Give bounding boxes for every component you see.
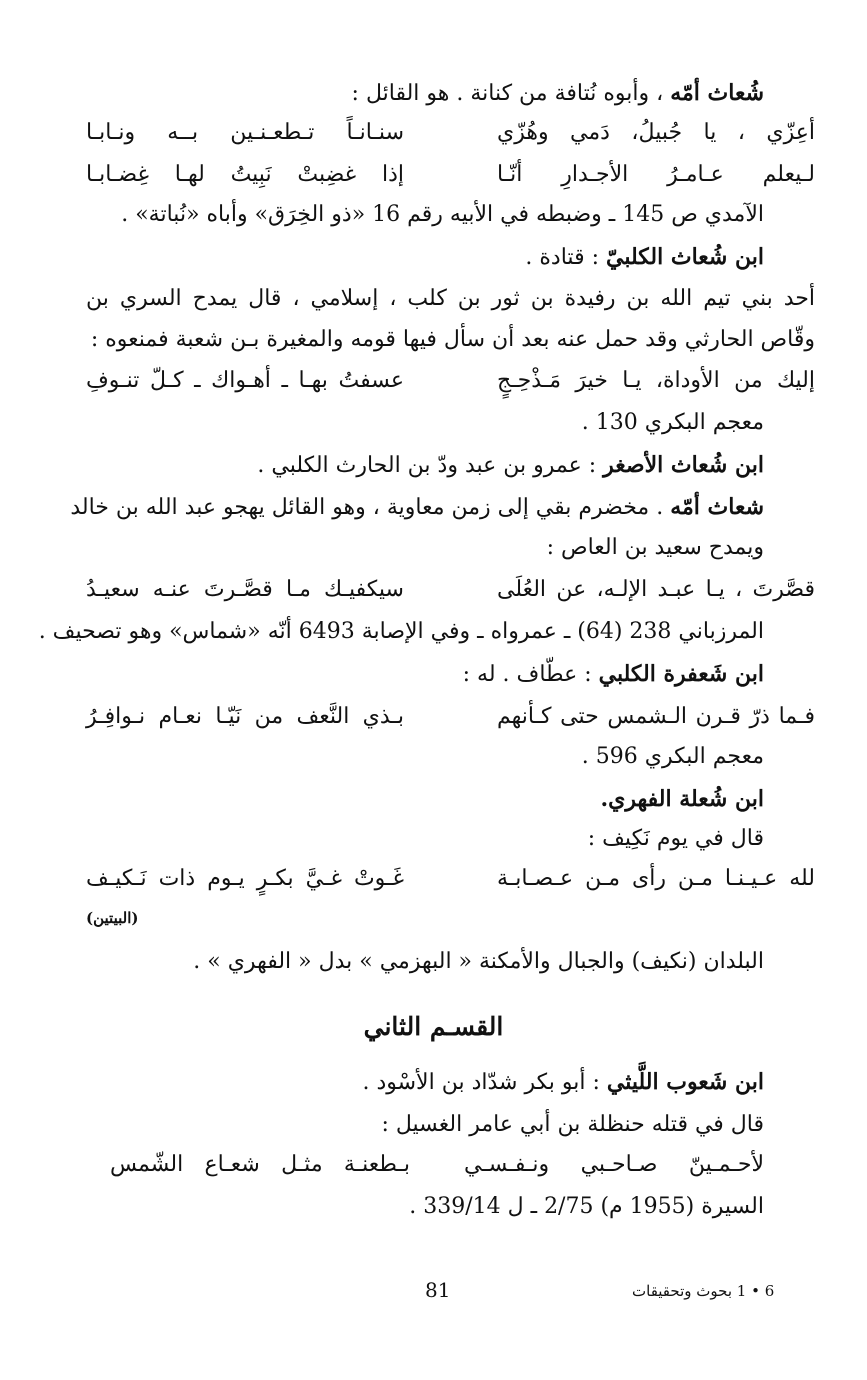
text-line: قال في يوم نَكِيف : [587,826,764,851]
reference-line: المرزباني 238 (64) ـ عمرواه ـ وفي الإصابة 6493 أنّه «شماس» وهو تصحيف . [38,619,764,644]
entry-text: : أبو بكر شدّاد بن الأسْود . [362,1070,607,1095]
verse-second-hemistich: إذا غضِبتْ نَبِيتُ لهـا غِضـابـا [86,162,404,187]
text-line: وقّاص الحارثي وقد حمل عنه بعد أن سأل فيها قومه والمغيرة بـن شعبة فمنعوه : [90,327,815,352]
entry-text: : عطّاف . له : [462,662,599,687]
verse-first-hemistich: لأحـمـينّ صـاحـبي ونـفـسـي [464,1152,764,1177]
running-head: 6 • 1 بحوث وتحقيقات [632,1282,775,1300]
entry-text: : قتادة . [525,245,606,270]
entry-heading: ابن شُعاث الأصغر [603,452,764,478]
text-line: ويمدح سعيد بن العاص : [546,535,764,560]
entry-line [70,492,764,523]
entry-line [362,1067,764,1098]
small-note: (البيتين) [86,909,139,927]
text-line: أحد بني تيم الله بن رفيدة بن ثور بن كلب ، إسلامي ، قال يمدح السري بن [86,286,815,311]
reference-line: معجم البكري 130 . [581,410,764,435]
verse-second-hemistich: بـطعنـة مثـل شعـاع الشّمس [110,1152,410,1177]
entry-text: : عمرو بن عبد ودّ بن الحارث الكلبي . [257,453,604,478]
verse-line [110,1148,764,1182]
verse-second-hemistich: غَـوتْ غـيَّ بكـرٍ يـوم ذات نَـكيـف [86,866,404,891]
entry-text: ، وأبوه نُتافة من كنانة . هو القائل : [351,81,671,106]
entry-heading: شعاث أمّه [670,494,764,520]
entry-heading: ابن شُعلة الفهري. [600,786,764,812]
verse-line [86,158,815,192]
entry-heading: ابن شَعوب اللَّيثي [606,1069,764,1095]
verse-second-hemistich: سيكفيـك مـا قصَّـرتَ عنـه سعيـدُ [86,577,404,602]
verse-line [86,700,815,734]
entry-line [463,659,764,690]
verse-first-hemistich: فـما ذرّ قـرن الـشمس حتى كـأنهم [497,704,815,729]
verse-line [86,862,815,896]
reference-line: الآمدي ص 145 ـ وضبطه في الأبيه رقم 16 «ذو الخِرَق» وأباه «نُباتة» . [121,202,764,227]
entry-text: . مخضرم بقي إلى زمن معاوية ، وهو القائل يهجو عبد الله بن خالد [70,495,671,520]
section-title: القسـم الثاني [363,1012,504,1041]
reference-line: السيرة (1955 م) 2/75 ـ ل 339/14 . [409,1194,764,1219]
verse-first-hemistich: قصَّرتَ ، يـا عبـد الإلـه، عن العُلَى [497,577,815,602]
page-number: 81 [425,1278,451,1302]
verse-first-hemistich: أعِزّي ، يا جُبيلُ، دَمي وهُزّي [497,120,815,145]
verse-first-hemistich: لـيعلم عـامـرُ الأجـدارِ أنّـا [497,162,815,187]
verse-second-hemistich: سنـانـاً تـطعـنـين بــه ونـابـا [86,120,404,145]
verse-first-hemistich: لله عـيـنـا مـن رأى مـن عـصـابـة [497,866,815,891]
verse-first-hemistich: إليك من الأوداة، يـا خيرَ مَـذْحِـجٍ [497,368,815,393]
verse-line [86,573,815,607]
verse-line [86,364,815,398]
entry-line [257,450,764,481]
entry-heading: ابن شُعاث الكلبيّ [606,244,764,270]
verse-line [86,116,815,150]
reference-line: البلدان (نكيف) والجبال والأمكنة « البهزمي » بدل « الفهري » . [193,949,764,974]
entry-line [525,242,764,273]
entry-line [352,78,764,109]
verse-second-hemistich: بـذي النَّعف من نَيّـا نعـام نـوافِـرُ [86,704,404,729]
text-line: قال في قتله حنظلة بن أبي عامر الغسيل : [381,1112,764,1137]
entry-heading: ابن شَعفرة الكلبي [598,661,764,687]
entry-heading: شُعاث أمّه [670,80,764,106]
verse-second-hemistich: عسفتُ بهـا ـ أهـواك ـ كـلّ تنـوفِ [86,368,404,393]
reference-line: معجم البكري 596 . [581,744,764,769]
